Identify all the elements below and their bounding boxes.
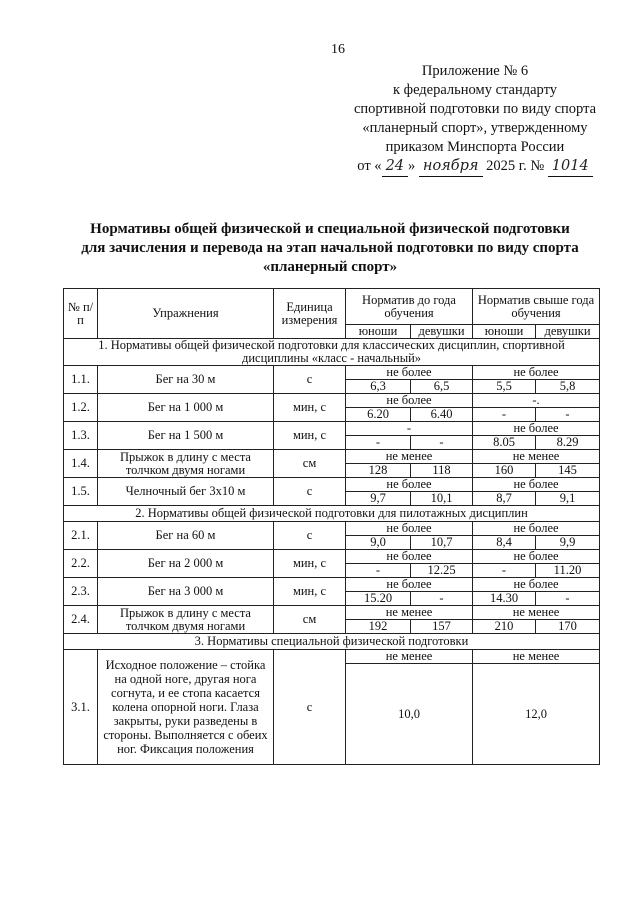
value-girls-over-year: 9,9	[536, 536, 600, 550]
row-number: 1.1.	[64, 366, 98, 394]
unit: мин, с	[274, 578, 346, 606]
row-number: 2.2.	[64, 550, 98, 578]
section-title: 2. Нормативы общей физической подготовки для пилотажных дисциплин	[64, 506, 600, 522]
norm-label-first-year: не менее	[346, 606, 473, 620]
value-girls-over-year: -	[536, 408, 600, 422]
row-number: 1.4.	[64, 450, 98, 478]
value-boys-first-year: 128	[346, 464, 411, 478]
section-row	[64, 339, 600, 366]
title-line: «планерный спорт»	[262, 259, 398, 275]
norm-label-first-year: не более	[346, 578, 473, 592]
value-boys-over-year: 8,7	[473, 492, 536, 506]
date-prefix: от «	[357, 158, 382, 174]
value-boys-first-year: -	[346, 564, 411, 578]
row-number: 1.3.	[64, 422, 98, 450]
value-boys-first-year: 6,3	[346, 380, 411, 394]
unit: с	[274, 522, 346, 550]
value-girls-first-year: -	[411, 436, 473, 450]
value-girls-first-year: 12.25	[411, 564, 473, 578]
header-boys: юноши	[473, 325, 536, 339]
header-group-over-year: Норматив свыше года обучения	[473, 289, 600, 325]
appendix-line: спортивной подготовки по виду спорта	[353, 101, 597, 117]
value-girls-first-year: 118	[411, 464, 473, 478]
value-first-year: 10,0	[346, 664, 473, 765]
value-girls-first-year: -	[411, 592, 473, 606]
date-year: 2025 г. №	[486, 158, 545, 174]
row-number: 1.5.	[64, 478, 98, 506]
table-row	[64, 650, 600, 664]
norm-label-over-year: не менее	[473, 450, 600, 464]
table-row	[64, 478, 600, 492]
exercise-name: Прыжок в длину с места толчком двумя ногами	[98, 450, 274, 478]
handwritten-day: 24	[382, 157, 408, 177]
section-title: 1. Нормативы общей физической подготовки для классических дисциплин, спортивной дисциплины «класс - начальный»	[64, 339, 600, 366]
value-girls-over-year: 145	[536, 464, 600, 478]
header-num: № п/п	[64, 289, 98, 339]
table-row	[64, 366, 600, 380]
appendix-line: приказом Минспорта России	[385, 139, 565, 155]
date-mid: »	[408, 158, 416, 174]
unit: с	[274, 478, 346, 506]
value-girls-first-year: 6.40	[411, 408, 473, 422]
norm-label-first-year: не менее	[346, 650, 473, 664]
value-over-year: 12,0	[473, 664, 600, 765]
value-girls-over-year: 8.29	[536, 436, 600, 450]
standards-table	[63, 288, 600, 765]
norm-label-over-year: -.	[473, 394, 600, 408]
norm-label-first-year: -	[346, 422, 473, 436]
row-number: 2.1.	[64, 522, 98, 550]
exercise-name: Бег на 60 м	[98, 522, 274, 550]
appendix-block	[340, 62, 610, 177]
unit: с	[274, 650, 346, 765]
row-number: 2.3.	[64, 578, 98, 606]
value-boys-over-year: 160	[473, 464, 536, 478]
row-number: 2.4.	[64, 606, 98, 634]
norm-label-first-year: не более	[346, 550, 473, 564]
norm-label-over-year: не менее	[473, 650, 600, 664]
unit: мин, с	[274, 422, 346, 450]
section-title: 3. Нормативы специальной физической подготовки	[64, 634, 600, 650]
value-boys-first-year: 9,0	[346, 536, 411, 550]
value-girls-first-year: 10,1	[411, 492, 473, 506]
value-girls-first-year: 6,5	[411, 380, 473, 394]
handwritten-number: 1014	[548, 157, 593, 177]
header-girls: девушки	[411, 325, 473, 339]
value-boys-first-year: 6.20	[346, 408, 411, 422]
appendix-line: Приложение № 6	[421, 63, 529, 79]
table-row	[64, 422, 600, 436]
value-boys-first-year: 15.20	[346, 592, 411, 606]
value-girls-first-year: 157	[411, 620, 473, 634]
document-title	[70, 220, 590, 277]
header-girls: девушки	[536, 325, 600, 339]
value-boys-over-year: -	[473, 408, 536, 422]
norm-label-over-year: не более	[473, 522, 600, 536]
exercise-name: Бег на 1 500 м	[98, 422, 274, 450]
unit: с	[274, 366, 346, 394]
section-row	[64, 506, 600, 522]
section-row	[64, 634, 600, 650]
header-boys: юноши	[346, 325, 411, 339]
norm-label-first-year: не более	[346, 522, 473, 536]
value-boys-first-year: -	[346, 436, 411, 450]
row-number: 1.2.	[64, 394, 98, 422]
exercise-name: Бег на 3 000 м	[98, 578, 274, 606]
table-row	[64, 606, 600, 620]
unit: см	[274, 450, 346, 478]
page-number: 16	[331, 42, 345, 57]
value-boys-over-year: -	[473, 564, 536, 578]
header-group-first-year: Норматив до года обучения	[346, 289, 473, 325]
value-boys-over-year: 14.30	[473, 592, 536, 606]
value-girls-over-year: 170	[536, 620, 600, 634]
title-line: Нормативы общей физической и специальной физической подготовки	[90, 221, 570, 237]
unit: см	[274, 606, 346, 634]
norm-label-over-year: не более	[473, 422, 600, 436]
exercise-name: Бег на 1 000 м	[98, 394, 274, 422]
value-boys-first-year: 192	[346, 620, 411, 634]
norm-label-first-year: не более	[346, 394, 473, 408]
handwritten-month: ноября	[419, 157, 483, 177]
value-girls-first-year: 10,7	[411, 536, 473, 550]
exercise-name: Прыжок в длину с места толчком двумя ногами	[98, 606, 274, 634]
title-line: для зачисления и перевода на этап начальной подготовки по виду спорта	[81, 240, 579, 256]
value-girls-over-year: 11.20	[536, 564, 600, 578]
table-row	[64, 522, 600, 536]
value-girls-over-year: 5,8	[536, 380, 600, 394]
unit: мин, с	[274, 550, 346, 578]
exercise-name: Бег на 2 000 м	[98, 550, 274, 578]
table-row	[64, 394, 600, 408]
value-boys-over-year: 8,4	[473, 536, 536, 550]
exercise-name: Челночный бег 3х10 м	[98, 478, 274, 506]
value-boys-over-year: 210	[473, 620, 536, 634]
value-boys-over-year: 5,5	[473, 380, 536, 394]
value-boys-over-year: 8.05	[473, 436, 536, 450]
appendix-line: к федеральному стандарту	[393, 82, 557, 98]
table-row	[64, 578, 600, 592]
norm-label-first-year: не менее	[346, 450, 473, 464]
header-exercise: Упражнения	[98, 289, 274, 339]
norm-label-over-year: не менее	[473, 606, 600, 620]
unit: мин, с	[274, 394, 346, 422]
exercise-name: Бег на 30 м	[98, 366, 274, 394]
value-boys-first-year: 9,7	[346, 492, 411, 506]
header-unit: Единица измерения	[274, 289, 346, 339]
norm-label-first-year: не более	[346, 478, 473, 492]
norm-label-first-year: не более	[346, 366, 473, 380]
appendix-line: «планерный спорт», утвержденному	[362, 120, 588, 136]
table-row	[64, 550, 600, 564]
norm-label-over-year: не более	[473, 366, 600, 380]
appendix-date	[340, 157, 610, 177]
norm-label-over-year: не более	[473, 550, 600, 564]
norm-label-over-year: не более	[473, 478, 600, 492]
exercise-name: Исходное положение – стойка на одной ноге, другая нога согнута, и ее стопа касается колена опорной ноги. Глаза закрыты, руки разведены в стороны. Выполняется с обеих ног. Фиксация положения	[98, 650, 274, 765]
table-row	[64, 450, 600, 464]
value-girls-over-year: 9,1	[536, 492, 600, 506]
value-girls-over-year: -	[536, 592, 600, 606]
row-number: 3.1.	[64, 650, 98, 765]
norm-label-over-year: не более	[473, 578, 600, 592]
